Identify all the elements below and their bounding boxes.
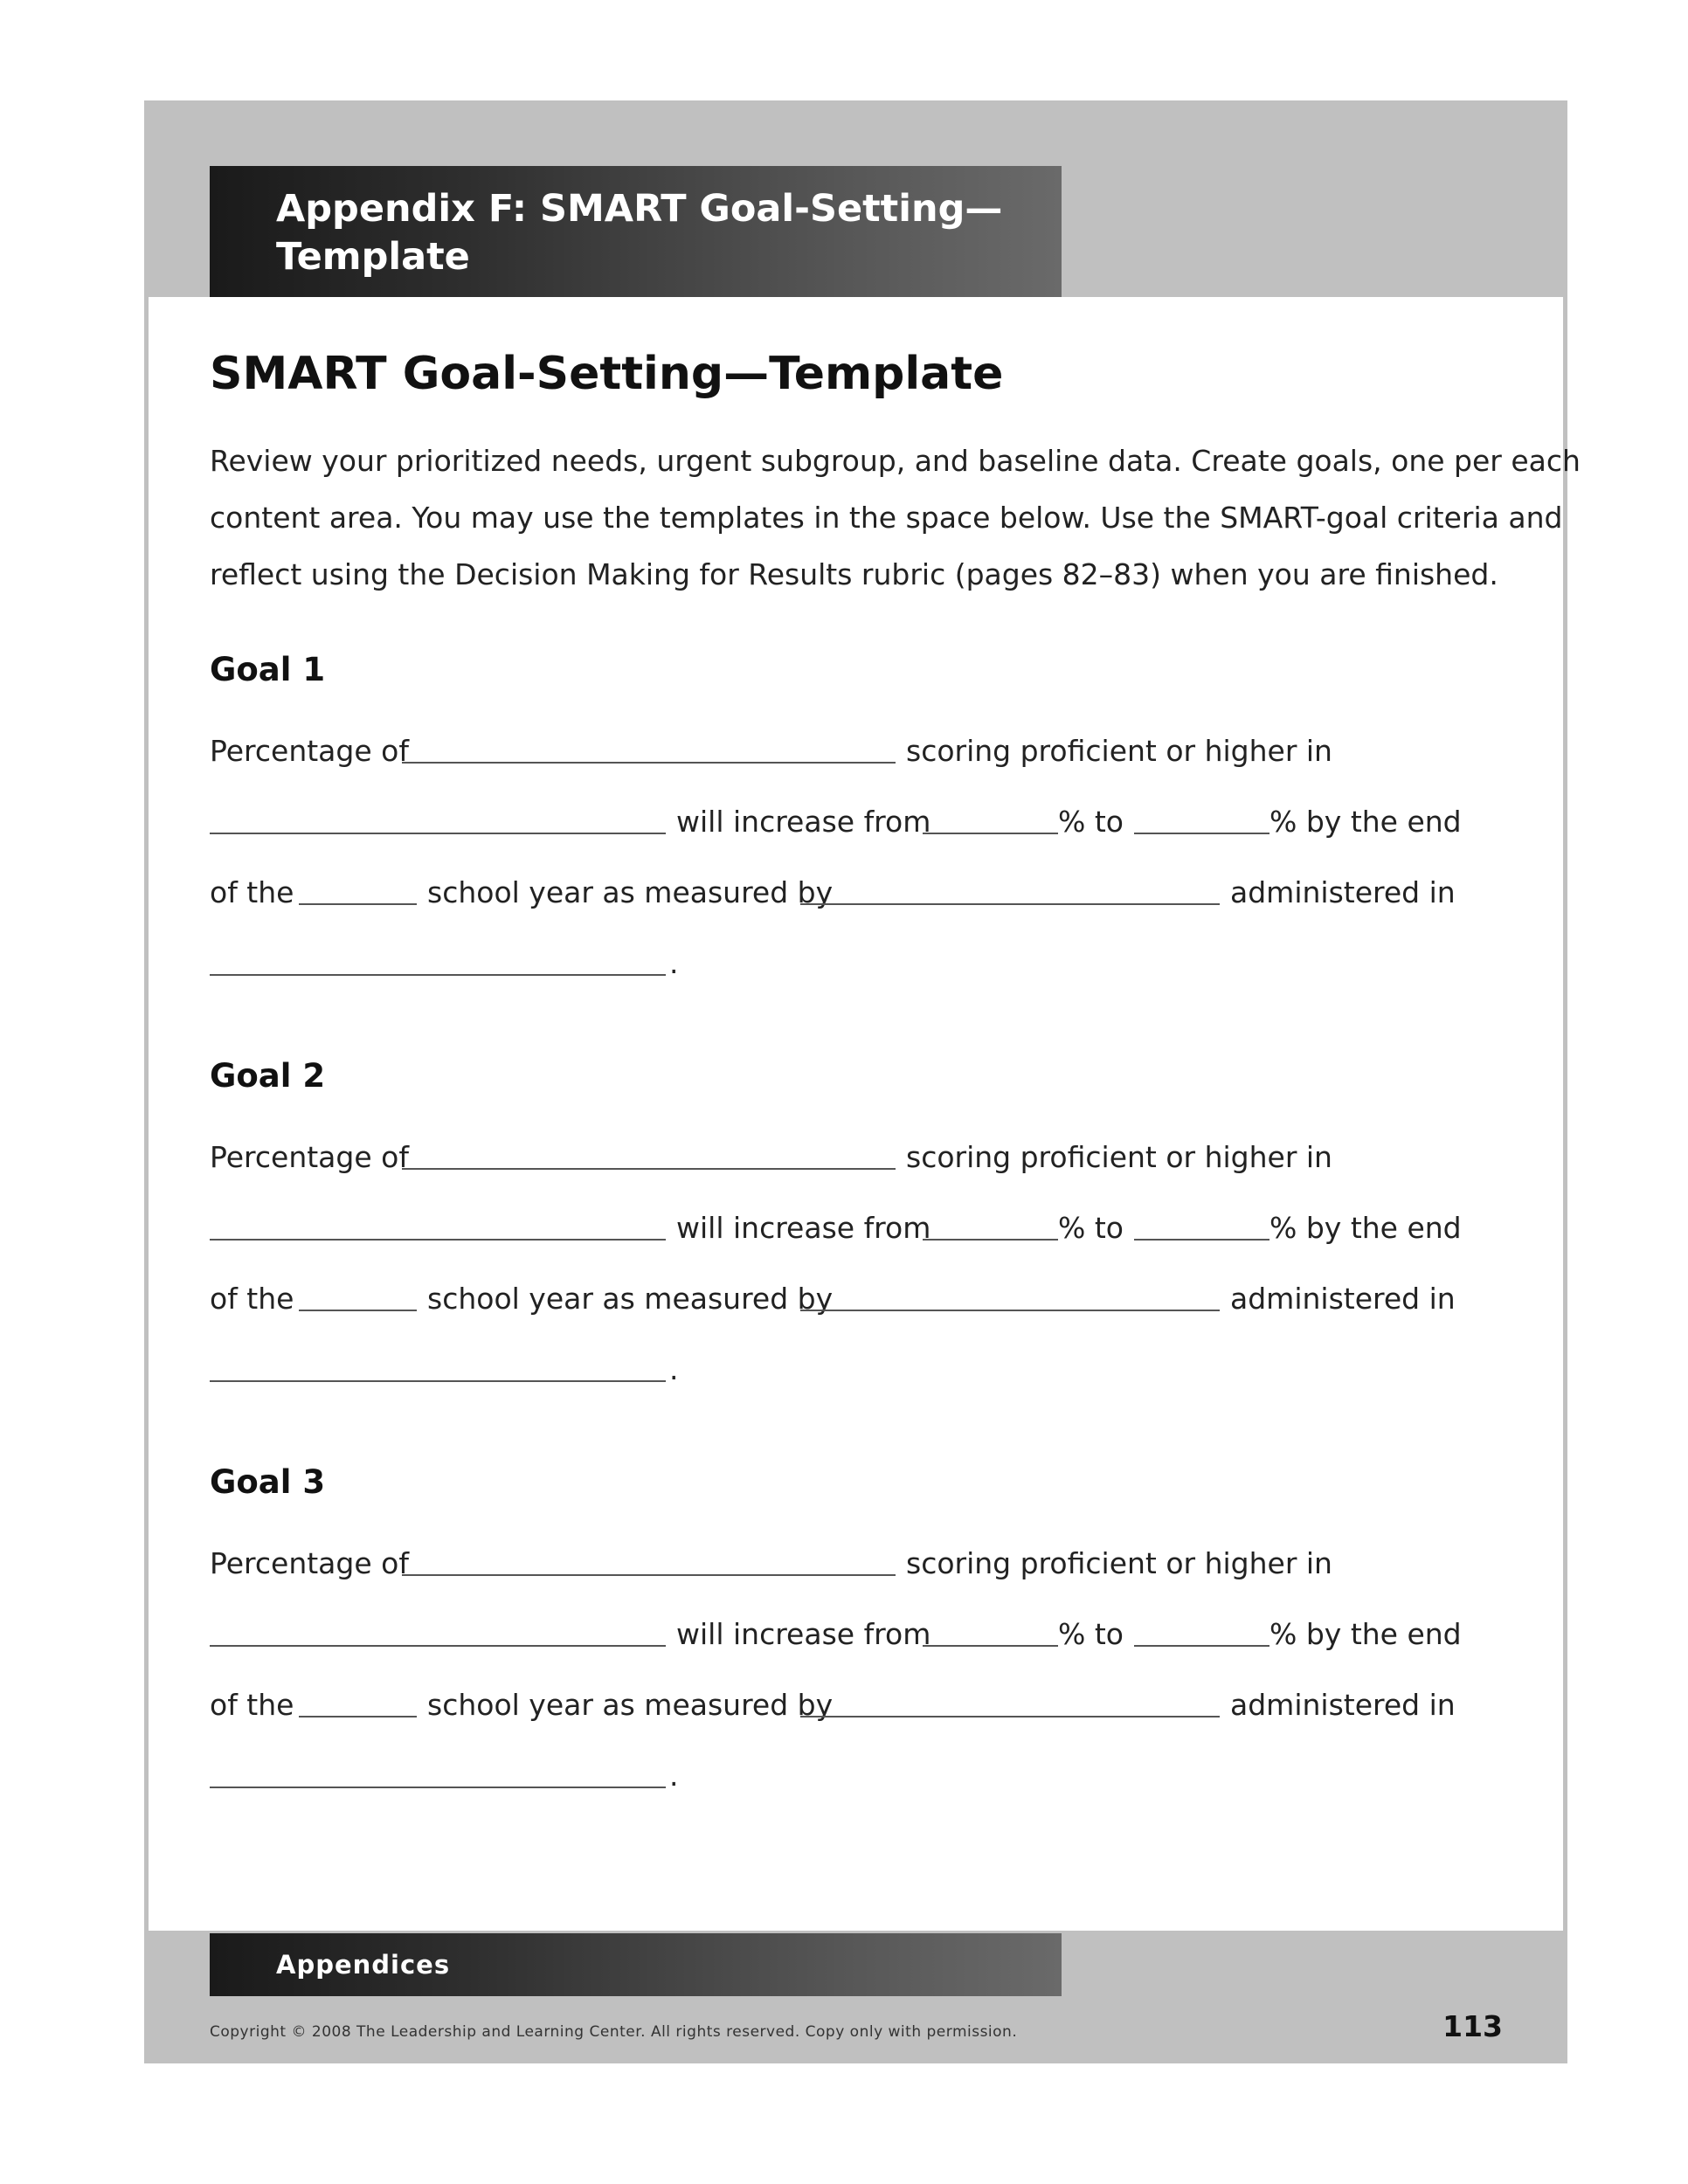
text-pct-by-end: % by the end <box>1269 1617 1462 1651</box>
blank-target-percent[interactable] <box>1134 1239 1269 1241</box>
text-of-the: of the <box>210 1688 294 1722</box>
text-period: . <box>669 1759 679 1793</box>
text-administered: administered in <box>1230 875 1456 909</box>
blank-assessment[interactable] <box>800 903 1220 905</box>
goal-heading: Goal 1 <box>210 651 326 688</box>
blank-baseline-percent[interactable] <box>923 1239 1058 1241</box>
appendix-header-bar <box>210 166 1062 297</box>
text-pct-by-end: % by the end <box>1269 1211 1462 1245</box>
copyright-notice: Copyright © 2008 The Leadership and Learning Center. All rights reserved. Copy only with permission. <box>210 2023 1018 2041</box>
goal-line-2 <box>210 1617 1503 1652</box>
appendix-title-line-1: Appendix F: SMART Goal-Setting— <box>276 187 1003 231</box>
text-school-year: school year as measured by <box>427 1282 834 1316</box>
goal-line-1 <box>210 1546 1503 1581</box>
blank-student-group[interactable] <box>402 1168 896 1170</box>
text-administered: administered in <box>1230 1688 1456 1722</box>
blank-student-group[interactable] <box>402 1574 896 1576</box>
blank-baseline-percent[interactable] <box>923 1645 1058 1647</box>
goal-line-2 <box>210 805 1503 840</box>
goal-line-3 <box>210 1688 1503 1723</box>
goal-line-4 <box>210 1759 1503 1794</box>
blank-school-year[interactable] <box>299 1716 417 1717</box>
text-school-year: school year as measured by <box>427 1688 834 1722</box>
text-pct-to: % to <box>1058 1617 1124 1651</box>
page-number: 113 <box>1442 2009 1503 2043</box>
text-will-increase: will increase from <box>676 1211 931 1245</box>
blank-content-area[interactable] <box>210 833 666 834</box>
goal-block-2 <box>210 1057 1503 1424</box>
text-percentage-of: Percentage of <box>210 734 409 768</box>
goal-heading: Goal 2 <box>210 1057 326 1095</box>
blank-administration-date[interactable] <box>210 974 666 976</box>
blank-content-area[interactable] <box>210 1645 666 1647</box>
blank-student-group[interactable] <box>402 762 896 764</box>
text-administered: administered in <box>1230 1282 1456 1316</box>
footer-section-bar: Appendices <box>210 1933 1062 1996</box>
text-will-increase: will increase from <box>676 1617 931 1651</box>
text-pct-to: % to <box>1058 805 1124 839</box>
blank-target-percent[interactable] <box>1134 833 1269 834</box>
text-scoring: scoring proficient or higher in <box>906 1546 1332 1580</box>
text-scoring: scoring proficient or higher in <box>906 1140 1332 1174</box>
goal-line-3 <box>210 1282 1503 1317</box>
text-school-year: school year as measured by <box>427 875 834 909</box>
text-will-increase: will increase from <box>676 805 931 839</box>
goal-line-3 <box>210 875 1503 910</box>
blank-administration-date[interactable] <box>210 1787 666 1788</box>
blank-assessment[interactable] <box>800 1310 1220 1311</box>
text-of-the: of the <box>210 1282 294 1316</box>
text-period: . <box>669 1352 679 1386</box>
text-period: . <box>669 946 679 980</box>
blank-target-percent[interactable] <box>1134 1645 1269 1647</box>
goal-block-3 <box>210 1463 1503 1830</box>
blank-administration-date[interactable] <box>210 1380 666 1382</box>
intro-line-2: content area. You may use the templates in the space below. Use the SMART-goal criteria and <box>210 501 1563 535</box>
text-of-the: of the <box>210 875 294 909</box>
blank-baseline-percent[interactable] <box>923 833 1058 834</box>
text-percentage-of: Percentage of <box>210 1140 409 1174</box>
blank-assessment[interactable] <box>800 1716 1220 1717</box>
text-scoring: scoring proficient or higher in <box>906 734 1332 768</box>
text-pct-to: % to <box>1058 1211 1124 1245</box>
goal-block-1 <box>210 651 1503 1018</box>
blank-school-year[interactable] <box>299 903 417 905</box>
goal-line-4 <box>210 946 1503 981</box>
text-percentage-of: Percentage of <box>210 1546 409 1580</box>
text-pct-by-end: % by the end <box>1269 805 1462 839</box>
goal-line-2 <box>210 1211 1503 1246</box>
intro-line-3: reflect using the Decision Making for Results rubric (pages 82–83) when you are finished. <box>210 557 1498 591</box>
blank-content-area[interactable] <box>210 1239 666 1241</box>
intro-paragraph <box>210 432 1581 603</box>
blank-school-year[interactable] <box>299 1310 417 1311</box>
appendix-title-line-2: Template <box>276 235 470 279</box>
goal-line-4 <box>210 1352 1503 1387</box>
goal-heading: Goal 3 <box>210 1463 326 1501</box>
intro-line-1: Review your prioritized needs, urgent subgroup, and baseline data. Create goals, one per each <box>210 444 1581 478</box>
goal-line-1 <box>210 734 1503 769</box>
goal-line-1 <box>210 1140 1503 1175</box>
page-title: SMART Goal-Setting—Template <box>210 348 1004 400</box>
